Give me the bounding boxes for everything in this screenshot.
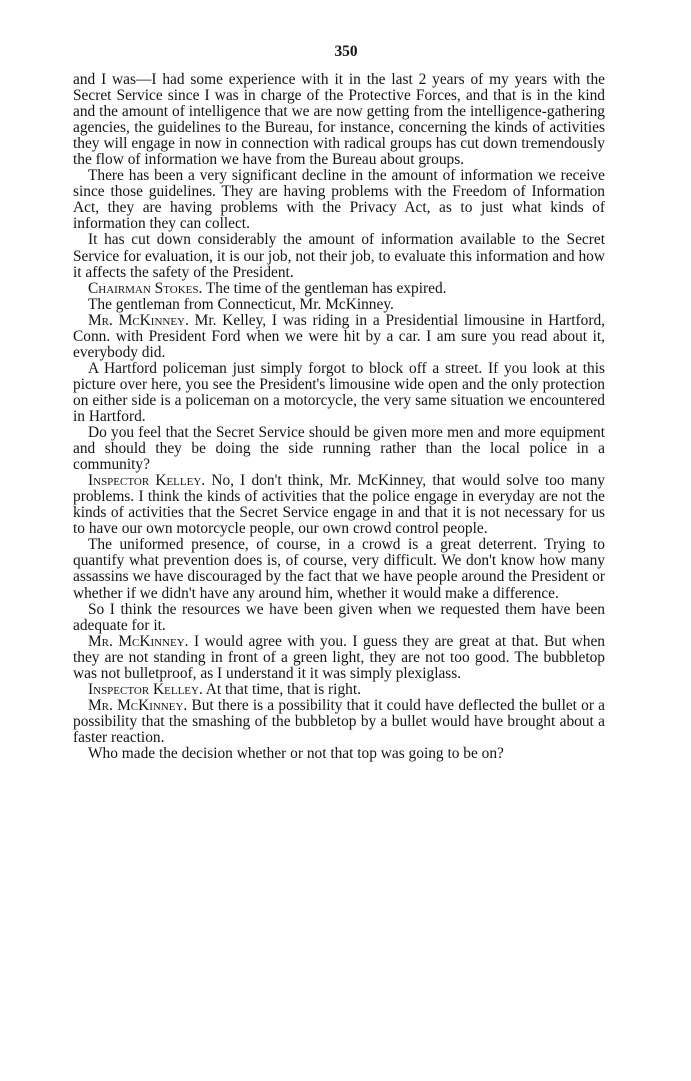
paragraph-12 [73,634,605,682]
speaker-name: Mr. McKinney. [88,311,189,329]
paragraph-11 [73,602,605,634]
paragraph-5 [73,297,605,313]
paragraph-text: But there is a possibility that it could have deflected the bullet or a possibility that the smashing of the bubbletop by a bullet would have brought about a faster reaction. [73,696,605,746]
page-number: 350 [334,43,358,60]
paragraph-text: It has cut down considerably the amount of information available to the Secret Service for evaluation, it is our job, not their job, to evaluate this information and how it affects the safety of the President. [73,231,605,281]
paragraph-text: So I think the resources we have been given when we requested them have been adequate for it. [73,600,605,634]
paragraph-14 [73,698,605,746]
paragraph-text: A Hartford policeman just simply forgot to block off a street. If you look at this picture over here, you see the President's limousine wide open and the only protection on either side is a policeman on a motorcycle, the very same situation we encountered in Hartford. [73,359,605,425]
paragraph-13 [73,682,605,698]
paragraph-text: I would agree with you. I guess they are great at that. But when they are not standing in front of a green light, they are not too good. The bubbletop was not bulletproof, as I understand it it was simply plexiglass. [73,632,605,682]
paragraph-text: Who made the decision whether or not that top was going to be on? [88,744,504,762]
paragraph-15 [73,746,605,762]
paragraph-text: No, I don't think, Mr. McKinney, that would solve too many problems. I think the kinds of activities that the police engage in everyday are not the kinds of activities that the Secret Service engage in and that it is not necessary for us to have our own motorcycle people, our own crowd control people. [73,472,605,538]
speaker-name: Chairman Stokes. [88,279,203,297]
paragraph-10 [73,537,605,601]
speaker-name: Mr. McKinney. [88,632,189,650]
speaker-name: Inspector Kelley. [88,680,203,698]
paragraph-2 [73,168,605,232]
paragraph-text: The uniformed presence, of course, in a crowd is a great deterrent. Trying to quantify what prevention does is, of course, very difficult. We don't know how many assassins we have discouraged by the fact that we have people around the President or whether if we didn't have any around him, whether it would make a difference. [73,536,605,602]
paragraph-text: Mr. Kelley, I was riding in a Presidential limousine in Hartford, Conn. with President Ford when we were hit by a car. I am sure you read about it, everybody did. [73,311,605,361]
paragraph-7 [73,361,605,425]
paragraph-text: Do you feel that the Secret Service should be given more men and more equipment and should they be doing the side running rather than the local police in a community? [73,424,605,474]
speaker-name: Inspector Kelley. [88,472,206,490]
paragraph-text: There has been a very significant decline in the amount of information we receive since those guidelines. They are having problems with the Freedom of Information Act, they are having problems with the Privacy Act, as to just what kinds of information they can collect. [73,167,605,233]
paragraph-1 [73,72,605,168]
paragraph-9 [73,473,605,537]
speaker-name: Mr. McKinney. [88,696,188,714]
paragraph-6 [73,313,605,361]
paragraph-text: and I was—I had some experience with it in the last 2 years of my years with the Secret Service since I was in charge of the Protective Forces, and that is in the kind and the amount of intelligence that we are now getting from the intelligence-gathering agencies, the guidelines to the Bureau, for instance, concerning the kinds of activities they will engage in now in connection with radical groups has cut down tremendously the flow of information we have from the Bureau about groups. [73,71,605,169]
paragraph-text: The gentleman from Connecticut, Mr. McKinney. [88,295,394,313]
paragraph-8 [73,425,605,473]
document-page [73,44,605,762]
paragraph-text: The time of the gentleman has expired. [205,279,447,297]
paragraph-4 [73,281,605,297]
paragraph-3 [73,232,605,280]
paragraph-text: At that time, that is right. [205,680,361,698]
